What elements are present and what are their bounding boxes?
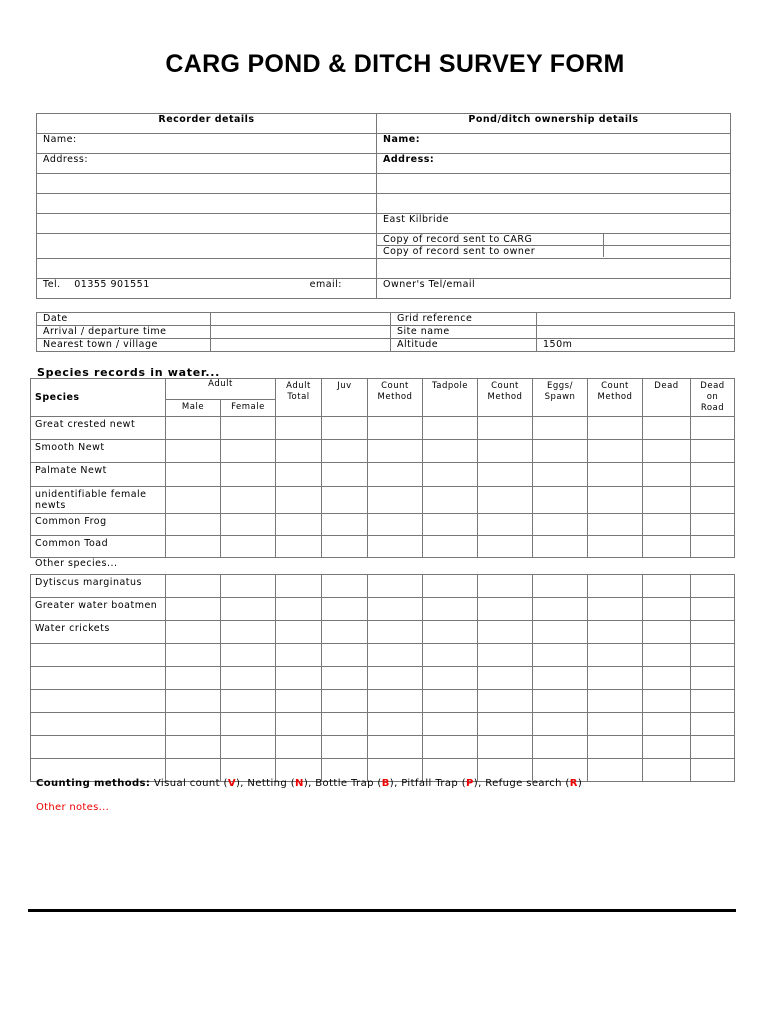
count-cell[interactable] bbox=[368, 514, 423, 536]
grid-reference-field[interactable] bbox=[537, 313, 735, 326]
site-name-field[interactable] bbox=[537, 326, 735, 339]
count-cell[interactable] bbox=[691, 690, 735, 713]
count-cell[interactable] bbox=[423, 621, 478, 644]
count-cell[interactable] bbox=[643, 713, 691, 736]
table-row bbox=[31, 736, 735, 759]
count-cell[interactable] bbox=[643, 575, 691, 598]
count-cell[interactable] bbox=[533, 536, 588, 558]
table-row bbox=[31, 575, 735, 598]
count-cell[interactable] bbox=[691, 514, 735, 536]
count-cell[interactable] bbox=[322, 463, 368, 487]
visual-count-text: Visual count ( bbox=[153, 778, 228, 789]
copy-sent-owner-label: Copy of record sent to owner bbox=[377, 246, 603, 258]
count-cell[interactable] bbox=[478, 463, 533, 487]
owner-tel-email-label: Owner's Tel/email bbox=[383, 279, 476, 290]
count-cell[interactable] bbox=[221, 667, 276, 690]
count-cell[interactable] bbox=[643, 514, 691, 536]
count-cell[interactable] bbox=[276, 536, 322, 558]
table-row bbox=[31, 598, 735, 621]
count-cell[interactable] bbox=[588, 440, 643, 463]
other-notes-label: Other notes... bbox=[36, 802, 110, 813]
count-cell[interactable] bbox=[276, 621, 322, 644]
species-name-cell bbox=[31, 690, 166, 713]
other-species-table bbox=[30, 574, 735, 782]
count-cell[interactable] bbox=[533, 598, 588, 621]
altitude-field[interactable]: 150m bbox=[537, 339, 735, 352]
refuge-text: ), Refuge search ( bbox=[473, 778, 570, 789]
juv-header: Juv bbox=[322, 379, 368, 417]
count-cell[interactable] bbox=[588, 514, 643, 536]
recorder-address-label: Address: bbox=[43, 154, 89, 165]
copy-record-table bbox=[377, 234, 730, 257]
count-cell[interactable] bbox=[166, 621, 221, 644]
adult-header: Adult bbox=[166, 379, 276, 400]
count-cell[interactable] bbox=[368, 598, 423, 621]
table-row bbox=[31, 690, 735, 713]
recorder-address-line-3[interactable] bbox=[37, 194, 377, 214]
count-cell[interactable] bbox=[221, 644, 276, 667]
count-cell[interactable] bbox=[322, 598, 368, 621]
count-cell[interactable] bbox=[368, 736, 423, 759]
recorder-address-line-2[interactable] bbox=[37, 174, 377, 194]
count-cell[interactable] bbox=[533, 575, 588, 598]
count-cell[interactable] bbox=[221, 487, 276, 514]
owner-address-line-6[interactable] bbox=[377, 259, 731, 279]
count-cell[interactable] bbox=[691, 575, 735, 598]
count-cell[interactable] bbox=[478, 514, 533, 536]
species-section-title: Species records in water... bbox=[37, 366, 221, 379]
count-cell[interactable] bbox=[368, 667, 423, 690]
count-cell[interactable] bbox=[166, 667, 221, 690]
count-cell[interactable] bbox=[478, 575, 533, 598]
recorder-address-field[interactable] bbox=[37, 154, 377, 174]
species-table bbox=[30, 378, 735, 558]
owner-address-field[interactable] bbox=[377, 154, 731, 174]
count-cell[interactable] bbox=[423, 463, 478, 487]
count-cell[interactable] bbox=[322, 440, 368, 463]
count-cell[interactable] bbox=[166, 736, 221, 759]
count-cell[interactable] bbox=[368, 463, 423, 487]
count-cell[interactable] bbox=[368, 575, 423, 598]
count-cell[interactable] bbox=[322, 417, 368, 440]
date-label: Date bbox=[37, 313, 211, 326]
count-cell[interactable] bbox=[533, 644, 588, 667]
count-cell[interactable] bbox=[588, 759, 643, 782]
count-cell[interactable] bbox=[166, 536, 221, 558]
species-name-cell: Great crested newt bbox=[31, 417, 166, 440]
count-cell[interactable] bbox=[166, 417, 221, 440]
species-name-cell: Common Frog bbox=[31, 514, 166, 536]
female-header: Female bbox=[221, 400, 276, 417]
count-cell[interactable] bbox=[643, 417, 691, 440]
count-cell[interactable] bbox=[423, 440, 478, 463]
count-cell[interactable] bbox=[423, 487, 478, 514]
count-cell[interactable] bbox=[166, 598, 221, 621]
refuge-code: R bbox=[569, 778, 578, 789]
count-cell[interactable] bbox=[691, 667, 735, 690]
count-cell[interactable] bbox=[276, 667, 322, 690]
count-cell[interactable] bbox=[166, 575, 221, 598]
netting-text: ), Netting ( bbox=[235, 778, 296, 789]
count-cell[interactable] bbox=[166, 644, 221, 667]
count-cell[interactable] bbox=[643, 598, 691, 621]
count-cell[interactable] bbox=[166, 487, 221, 514]
pitfall-text: ), Pitfall Trap ( bbox=[389, 778, 467, 789]
count-cell[interactable] bbox=[322, 667, 368, 690]
site-details-table bbox=[36, 312, 735, 352]
recorder-address-line-6[interactable] bbox=[37, 259, 377, 279]
count-cell[interactable] bbox=[322, 621, 368, 644]
count-cell[interactable] bbox=[221, 575, 276, 598]
count-cell[interactable] bbox=[423, 417, 478, 440]
count-cell[interactable] bbox=[368, 713, 423, 736]
owner-address-label: Address: bbox=[383, 154, 435, 165]
count-cell[interactable] bbox=[368, 417, 423, 440]
ownership-details-header: Pond/ditch ownership details bbox=[377, 114, 731, 134]
count-cell[interactable] bbox=[478, 487, 533, 514]
count-cell[interactable] bbox=[643, 736, 691, 759]
tel-label: Tel. bbox=[43, 279, 61, 290]
grid-reference-label: Grid reference bbox=[391, 313, 537, 326]
count-cell[interactable] bbox=[478, 667, 533, 690]
count-cell[interactable] bbox=[588, 463, 643, 487]
recorder-address-line-5[interactable] bbox=[37, 234, 377, 259]
count-cell[interactable] bbox=[368, 690, 423, 713]
count-cell[interactable] bbox=[533, 417, 588, 440]
adult-total-header: Adult Total bbox=[276, 379, 322, 417]
count-cell[interactable] bbox=[368, 536, 423, 558]
visual-code: V bbox=[227, 778, 236, 789]
recorder-name-label: Name: bbox=[43, 134, 77, 145]
owner-name-label: Name: bbox=[383, 134, 421, 145]
count-cell[interactable] bbox=[478, 690, 533, 713]
species-name-cell bbox=[31, 736, 166, 759]
count-cell[interactable] bbox=[276, 598, 322, 621]
count-method-header-3: Count Method bbox=[588, 379, 643, 417]
count-cell[interactable] bbox=[221, 536, 276, 558]
count-cell[interactable] bbox=[643, 487, 691, 514]
count-cell[interactable] bbox=[643, 440, 691, 463]
table-row bbox=[31, 644, 735, 667]
species-name-cell bbox=[31, 644, 166, 667]
tadpole-header: Tadpole bbox=[423, 379, 478, 417]
count-cell[interactable] bbox=[221, 417, 276, 440]
count-cell[interactable] bbox=[423, 690, 478, 713]
nearest-town-label: Nearest town / village bbox=[37, 339, 211, 352]
count-cell[interactable] bbox=[691, 644, 735, 667]
count-cell[interactable] bbox=[478, 598, 533, 621]
count-cell[interactable] bbox=[221, 713, 276, 736]
count-cell[interactable] bbox=[691, 759, 735, 782]
netting-code: N bbox=[295, 778, 304, 789]
other-species-rows bbox=[31, 575, 735, 782]
recorder-name-field[interactable] bbox=[37, 134, 377, 154]
count-cell[interactable] bbox=[423, 667, 478, 690]
count-cell[interactable] bbox=[423, 713, 478, 736]
count-cell[interactable] bbox=[533, 487, 588, 514]
count-cell[interactable] bbox=[643, 690, 691, 713]
recorder-owner-table bbox=[36, 113, 731, 299]
count-cell[interactable] bbox=[588, 736, 643, 759]
count-cell[interactable] bbox=[276, 644, 322, 667]
count-cell[interactable] bbox=[691, 463, 735, 487]
count-cell[interactable] bbox=[478, 713, 533, 736]
recorder-details-header: Recorder details bbox=[37, 114, 377, 134]
table-row bbox=[31, 713, 735, 736]
tel-value: 01355 901551 bbox=[74, 279, 150, 290]
count-cell[interactable] bbox=[423, 598, 478, 621]
count-cell[interactable] bbox=[691, 536, 735, 558]
count-cell[interactable] bbox=[478, 644, 533, 667]
count-cell[interactable] bbox=[588, 667, 643, 690]
count-cell[interactable] bbox=[276, 440, 322, 463]
count-cell[interactable] bbox=[322, 514, 368, 536]
owner-address-line-3[interactable] bbox=[377, 194, 731, 214]
other-species-label: Other species... bbox=[35, 558, 118, 569]
count-cell[interactable] bbox=[533, 621, 588, 644]
count-cell[interactable] bbox=[588, 536, 643, 558]
species-header: Species bbox=[31, 379, 166, 417]
count-cell[interactable] bbox=[423, 644, 478, 667]
bottle-trap-text: ), Bottle Trap ( bbox=[303, 778, 382, 789]
table-row bbox=[31, 621, 735, 644]
species-name-cell: Greater water boatmen bbox=[31, 598, 166, 621]
count-cell[interactable] bbox=[691, 713, 735, 736]
count-cell[interactable] bbox=[478, 440, 533, 463]
nearest-town-field[interactable] bbox=[211, 339, 391, 352]
count-cell[interactable] bbox=[588, 644, 643, 667]
count-method-header: Count Method bbox=[368, 379, 423, 417]
count-cell[interactable] bbox=[478, 417, 533, 440]
species-name-cell: Palmate Newt bbox=[31, 463, 166, 487]
count-cell[interactable] bbox=[588, 417, 643, 440]
species-name-cell: Smooth Newt bbox=[31, 440, 166, 463]
table-row bbox=[31, 514, 735, 536]
count-cell[interactable] bbox=[533, 463, 588, 487]
count-cell[interactable] bbox=[643, 463, 691, 487]
count-cell[interactable] bbox=[166, 440, 221, 463]
count-cell[interactable] bbox=[221, 690, 276, 713]
count-cell[interactable] bbox=[478, 536, 533, 558]
count-cell[interactable] bbox=[166, 514, 221, 536]
arrival-departure-field[interactable] bbox=[211, 326, 391, 339]
count-cell[interactable] bbox=[221, 440, 276, 463]
form-title: CARG POND & DITCH SURVEY FORM bbox=[165, 50, 625, 78]
count-cell[interactable] bbox=[533, 713, 588, 736]
bottom-rule bbox=[28, 909, 736, 912]
count-cell[interactable] bbox=[643, 536, 691, 558]
owner-address-town: East Kilbride bbox=[377, 214, 731, 234]
count-cell[interactable] bbox=[166, 713, 221, 736]
count-cell[interactable] bbox=[276, 417, 322, 440]
count-method-header-2: Count Method bbox=[478, 379, 533, 417]
count-cell[interactable] bbox=[276, 713, 322, 736]
count-cell[interactable] bbox=[423, 575, 478, 598]
count-cell[interactable] bbox=[691, 417, 735, 440]
counting-methods-label: Counting methods: bbox=[36, 778, 151, 789]
close-paren: ) bbox=[577, 778, 583, 789]
count-cell[interactable] bbox=[643, 621, 691, 644]
count-cell[interactable] bbox=[533, 514, 588, 536]
count-cell[interactable] bbox=[691, 621, 735, 644]
count-cell[interactable] bbox=[691, 487, 735, 514]
table-row bbox=[31, 463, 735, 487]
count-cell[interactable] bbox=[478, 736, 533, 759]
count-cell[interactable] bbox=[166, 690, 221, 713]
count-cell[interactable] bbox=[322, 536, 368, 558]
bottle-code: B bbox=[381, 778, 390, 789]
arrival-departure-label: Arrival / departure time bbox=[37, 326, 211, 339]
table-row bbox=[31, 440, 735, 463]
count-cell[interactable] bbox=[368, 621, 423, 644]
table-row bbox=[31, 536, 735, 558]
count-cell[interactable] bbox=[478, 621, 533, 644]
count-cell[interactable] bbox=[276, 690, 322, 713]
eggs-spawn-header: Eggs/ Spawn bbox=[533, 379, 588, 417]
email-label: email: bbox=[309, 279, 342, 290]
count-cell[interactable] bbox=[276, 463, 322, 487]
copy-sent-carg-label: Copy of record sent to CARG bbox=[377, 234, 603, 246]
count-cell[interactable] bbox=[221, 736, 276, 759]
count-cell[interactable] bbox=[276, 514, 322, 536]
count-cell[interactable] bbox=[691, 598, 735, 621]
count-cell[interactable] bbox=[588, 621, 643, 644]
count-cell[interactable] bbox=[322, 575, 368, 598]
count-cell[interactable] bbox=[221, 463, 276, 487]
count-cell[interactable] bbox=[643, 644, 691, 667]
count-cell[interactable] bbox=[368, 487, 423, 514]
counting-methods-legend bbox=[36, 778, 582, 789]
count-cell[interactable] bbox=[588, 487, 643, 514]
count-cell[interactable] bbox=[322, 690, 368, 713]
pitfall-code: P bbox=[466, 778, 474, 789]
count-cell[interactable] bbox=[322, 736, 368, 759]
count-cell[interactable] bbox=[533, 440, 588, 463]
male-header: Male bbox=[166, 400, 221, 417]
table-row bbox=[31, 667, 735, 690]
count-cell[interactable] bbox=[533, 690, 588, 713]
count-cell[interactable] bbox=[423, 514, 478, 536]
species-name-cell bbox=[31, 667, 166, 690]
species-name-cell: Dytiscus marginatus bbox=[31, 575, 166, 598]
species-name-cell bbox=[31, 713, 166, 736]
count-cell[interactable] bbox=[588, 575, 643, 598]
count-cell[interactable] bbox=[221, 598, 276, 621]
site-name-label: Site name bbox=[391, 326, 537, 339]
copy-sent-owner-field[interactable] bbox=[603, 246, 730, 258]
count-cell[interactable] bbox=[643, 759, 691, 782]
count-cell[interactable] bbox=[368, 440, 423, 463]
count-cell[interactable] bbox=[423, 536, 478, 558]
copy-sent-carg-field[interactable] bbox=[603, 234, 730, 246]
count-cell[interactable] bbox=[276, 487, 322, 514]
recorder-address-line-4[interactable] bbox=[37, 214, 377, 234]
altitude-label: Altitude bbox=[391, 339, 537, 352]
count-cell[interactable] bbox=[221, 514, 276, 536]
owner-name-field[interactable] bbox=[377, 134, 731, 154]
count-cell[interactable] bbox=[276, 575, 322, 598]
count-cell[interactable] bbox=[691, 440, 735, 463]
count-cell[interactable] bbox=[643, 667, 691, 690]
dead-on-road-header: Dead on Road bbox=[691, 379, 735, 417]
date-field[interactable] bbox=[211, 313, 391, 326]
dead-header: Dead bbox=[643, 379, 691, 417]
count-cell[interactable] bbox=[322, 644, 368, 667]
recorder-contact-row[interactable] bbox=[37, 279, 377, 299]
species-name-cell: unidentifiable female newts bbox=[31, 487, 166, 514]
count-cell[interactable] bbox=[588, 598, 643, 621]
table-row bbox=[31, 417, 735, 440]
count-cell[interactable] bbox=[423, 736, 478, 759]
count-cell[interactable] bbox=[588, 690, 643, 713]
species-name-cell: Common Toad bbox=[31, 536, 166, 558]
count-cell[interactable] bbox=[322, 487, 368, 514]
count-cell[interactable] bbox=[276, 736, 322, 759]
table-row bbox=[31, 487, 735, 514]
count-cell[interactable] bbox=[322, 713, 368, 736]
count-cell[interactable] bbox=[691, 736, 735, 759]
species-name-cell: Water crickets bbox=[31, 621, 166, 644]
count-cell[interactable] bbox=[588, 713, 643, 736]
owner-tel-email-field[interactable] bbox=[377, 279, 731, 299]
owner-address-line-2[interactable] bbox=[377, 174, 731, 194]
count-cell[interactable] bbox=[533, 736, 588, 759]
count-cell[interactable] bbox=[166, 463, 221, 487]
count-cell[interactable] bbox=[533, 667, 588, 690]
count-cell[interactable] bbox=[368, 644, 423, 667]
count-cell[interactable] bbox=[221, 621, 276, 644]
species-rows bbox=[31, 417, 735, 558]
